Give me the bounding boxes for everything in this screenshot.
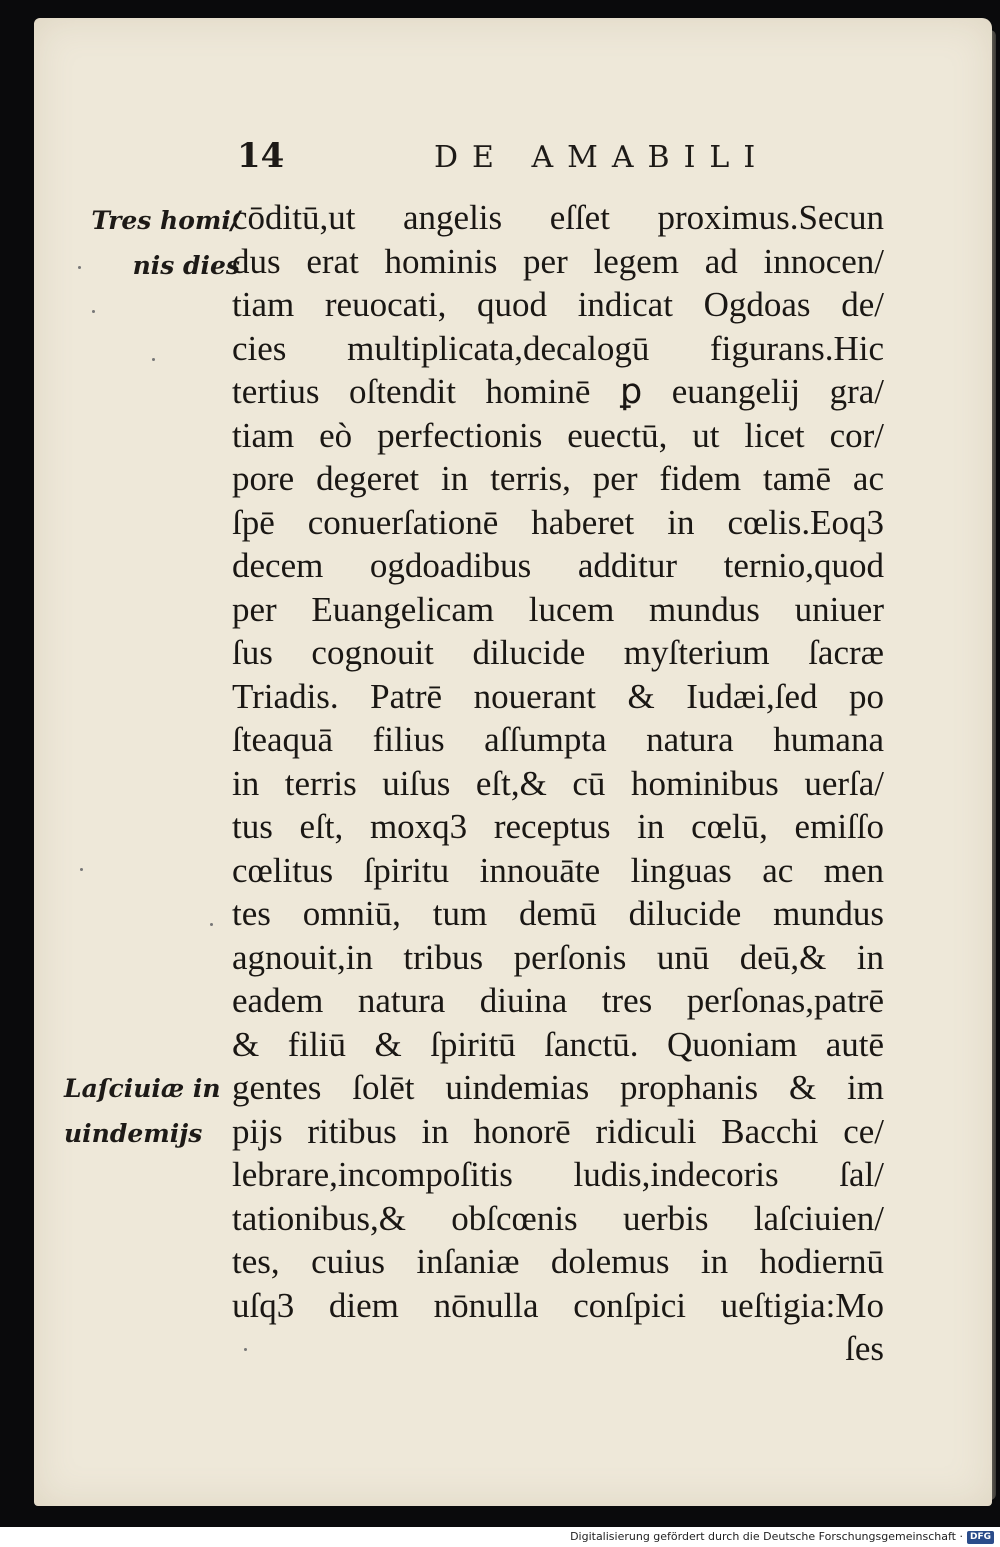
margin-note-lasciviae (64, 1066, 240, 1156)
text-line: uſq3 diem nōnulla conſpici ueſtigia:Mo (232, 1285, 884, 1325)
text-line: cœlitus ſpiritu innouāte linguas ac men (232, 850, 884, 890)
text-line: per Euangelicam lucem mundus uniuer (232, 589, 884, 629)
margin-note-line: Tres homi/ (91, 206, 240, 235)
text-line: tes omniū, tum demū dilucide mundus (232, 894, 884, 933)
text-line: tiam reuocati, quod indicat Ogdoas de/ (232, 285, 884, 324)
text-line: agnouit,in tribus perſonis unū deū,& in (232, 937, 884, 977)
text-line: cōditū,ut angelis eſſet proximus.Secun (232, 198, 884, 237)
text-line: & filiū & ſpiritū ſanctū. Quoniam autē (232, 1024, 884, 1064)
margin-note-line: Laſciuiæ in (64, 1074, 221, 1103)
text-line: lebrare,incompoſitis ludis,indecoris ſal/ (232, 1155, 884, 1194)
text-line: cies multiplicata,decalogū figurans.Hic (232, 328, 884, 368)
main-text-block (232, 196, 884, 1371)
text-line: tiam eò perfectionis euectū, ut licet cor/ (232, 415, 884, 455)
margin-note-tres-hominis-dies (64, 198, 240, 288)
text-line: in terris uiſus eſt,& cū hominibus uerſa/ (232, 763, 884, 803)
text-line: tes, cuius inſaniæ dolemus in hodiernū (232, 1242, 884, 1281)
text-line: dus erat hominis per legem ad innocen/ (232, 241, 884, 281)
text-line: tationibus,& obſcœnis uerbis laſciuien/ (232, 1198, 884, 1238)
text-line: tertius oſtendit hominē ꝑ euangelij gra/ (232, 372, 884, 411)
text-line: pijs ritibus in honorē ridiculi Bacchi ce/ (232, 1111, 884, 1151)
dfg-logo: DFG (967, 1531, 994, 1544)
text-line: decem ogdoadibus additur ternio,quod (232, 546, 884, 585)
text-line: eadem natura diuina tres perſonas,patrē (232, 981, 884, 1020)
text-line: pore degeret in terris, per fidem tamē ac (232, 459, 884, 498)
credit-text: Digitalisierung gefördert durch die Deutsche Forschungsgemeinschaft · (570, 1530, 963, 1543)
text-line: ſteaquā filius aſſumpta natura humana (232, 720, 884, 759)
text-line: gentes ſolēt uindemias prophanis & im (232, 1068, 884, 1107)
text-line: ſus cognouit dilucide myſterium ſacræ (232, 633, 884, 672)
text-line: ſpē conuerſationē haberet in cœlis.Eoq3 (232, 502, 884, 542)
running-head: DE AMABILI (434, 140, 770, 175)
book-page (34, 18, 992, 1506)
margin-note-line: nis dies (132, 251, 240, 280)
text-line: Triadis. Patrē nouerant & Iudæi,ſed po (232, 676, 884, 716)
digitization-credit (0, 1527, 994, 1547)
text-line: tus eſt, moxq3 receptus in cœlū, emiſſo (232, 807, 884, 846)
page-number: 14 (237, 136, 285, 176)
text-line: ſes (845, 1329, 884, 1368)
margin-note-line: uindemijs (64, 1119, 203, 1148)
